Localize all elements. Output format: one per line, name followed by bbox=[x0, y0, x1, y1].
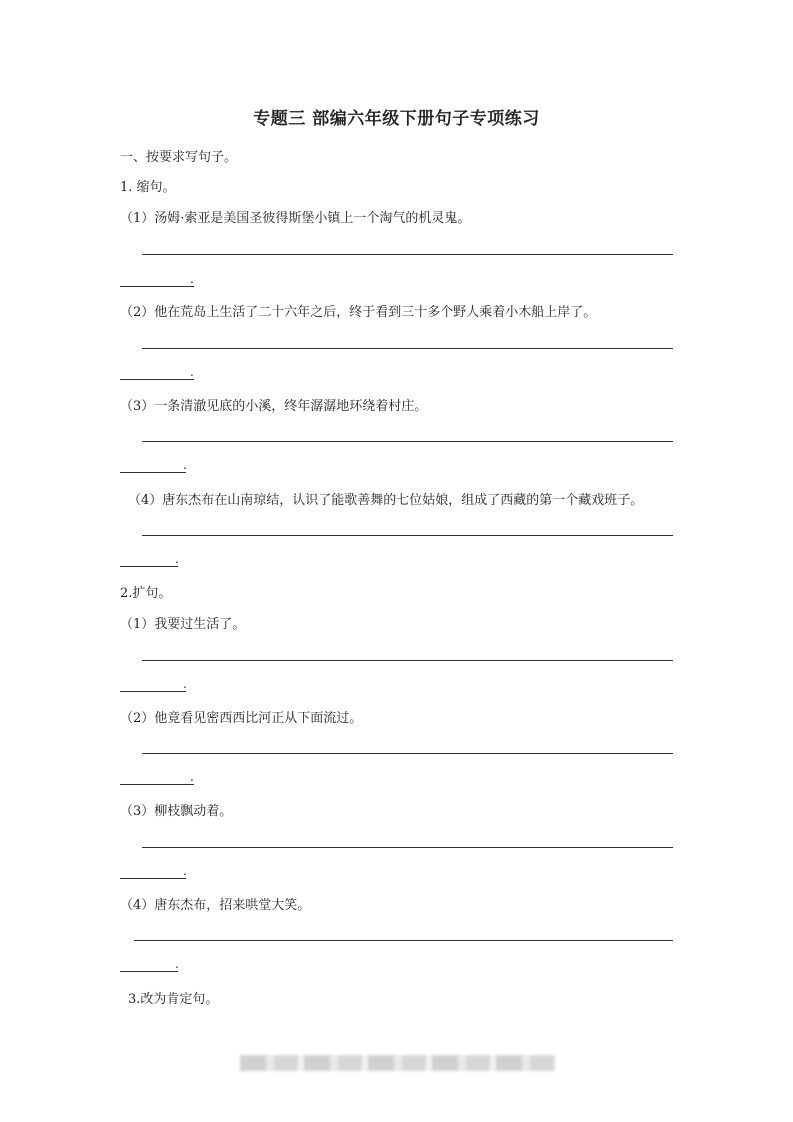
section-heading: 一、按要求写句子。 bbox=[120, 150, 238, 165]
q1-item-4: （4）唐东杰布在山南琼结，认识了能歌善舞的七位姑娘，组成了西藏的第一个藏戏班子。 bbox=[128, 493, 644, 508]
answer-line bbox=[142, 535, 673, 536]
end-mark: . bbox=[183, 458, 187, 472]
end-mark: . bbox=[175, 957, 179, 971]
answer-line-short bbox=[120, 566, 178, 567]
answer-line bbox=[142, 847, 673, 848]
q1-item-2: （2）他在荒岛上生活了二十六年之后，终于看到三十多个野人乘着小木船上岸了。 bbox=[120, 305, 597, 320]
answer-line bbox=[142, 660, 673, 661]
answer-line-short bbox=[120, 379, 194, 380]
question-3-label: 3.改为肯定句。 bbox=[128, 992, 219, 1007]
answer-line-short bbox=[120, 472, 186, 473]
question-2-label: 2.扩句。 bbox=[120, 586, 172, 601]
question-1-label: 1. 缩句。 bbox=[120, 180, 176, 195]
answer-line bbox=[142, 348, 673, 349]
q2-item-2: （2）他竟看见密西西比河正从下面流过。 bbox=[120, 711, 363, 726]
answer-line-short bbox=[120, 286, 194, 287]
q2-item-4: （4）唐东杰布，招来哄堂大笑。 bbox=[120, 898, 311, 913]
answer-line bbox=[142, 254, 673, 255]
answer-line-short bbox=[120, 971, 178, 972]
end-mark: . bbox=[190, 365, 194, 379]
q1-item-1: （1）汤姆·索亚是美国圣彼得斯堡小镇上一个淘气的机灵鬼。 bbox=[120, 211, 471, 226]
end-mark: . bbox=[183, 864, 187, 878]
q2-item-3: （3）柳枝飘动着。 bbox=[120, 804, 233, 819]
answer-line-short bbox=[120, 784, 194, 785]
end-mark: . bbox=[190, 770, 194, 784]
answer-line bbox=[142, 753, 673, 754]
blurred-footer-watermark bbox=[240, 1055, 556, 1071]
answer-line-short bbox=[120, 691, 186, 692]
end-mark: . bbox=[175, 552, 179, 566]
answer-line bbox=[134, 940, 673, 941]
page-title: 专题三 部编六年级下册句子专项练习 bbox=[253, 109, 540, 129]
q2-item-1: （1）我要过生活了。 bbox=[120, 617, 246, 632]
end-mark: . bbox=[190, 272, 194, 286]
answer-line bbox=[142, 441, 673, 442]
q1-item-3: （3）一条清澈见底的小溪，终年潺潺地环绕着村庄。 bbox=[120, 399, 428, 414]
end-mark: . bbox=[183, 677, 187, 691]
answer-line-short bbox=[120, 878, 186, 879]
